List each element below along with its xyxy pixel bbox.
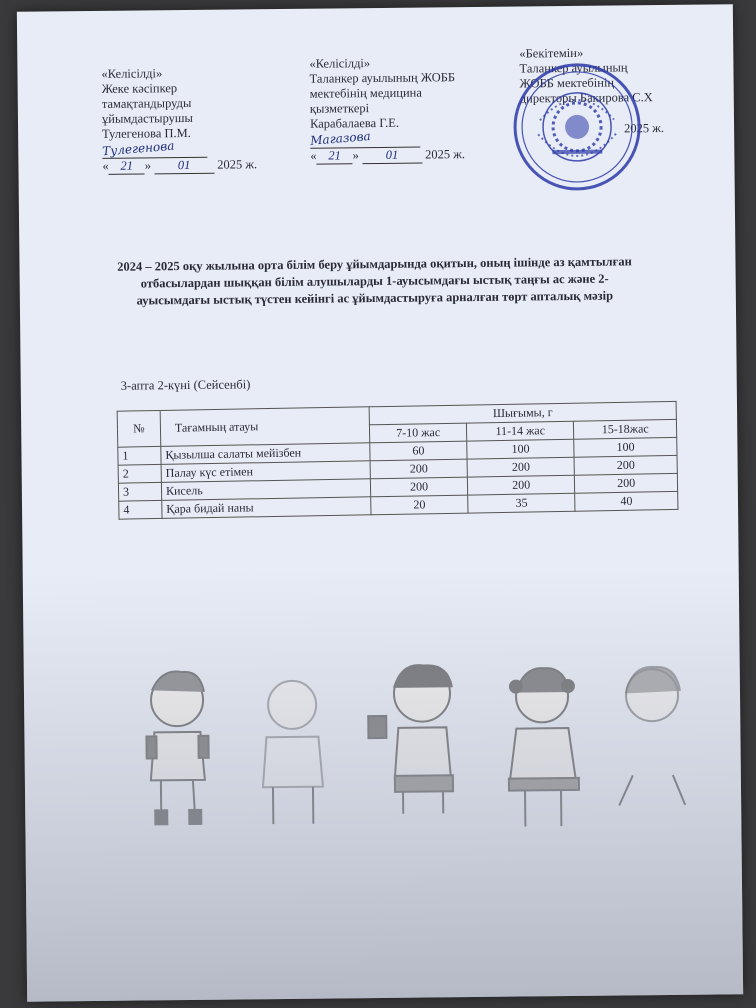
approval-line: мектебінің медицина bbox=[309, 85, 422, 101]
approval-line: Карабалаева Г.Е. bbox=[309, 115, 400, 131]
approval-line: ЖОББ мектебінің bbox=[519, 75, 615, 91]
row-no: 4 bbox=[119, 500, 162, 519]
approval-line: Таланкер ауылының ЖОББ bbox=[309, 70, 456, 86]
approval-line: Таланкер ауылының bbox=[519, 60, 628, 76]
approval-label: «Келісілді» bbox=[309, 56, 371, 71]
row-value: 200 bbox=[574, 455, 677, 475]
row-value: 200 bbox=[467, 475, 575, 495]
date-day: 21 bbox=[317, 148, 353, 164]
handwritten-signature: Магазова bbox=[309, 128, 372, 148]
approval-label: «Бекітемін» bbox=[519, 45, 584, 61]
header-age-11-14: 11-14 жас bbox=[467, 421, 575, 441]
approval-block-1 bbox=[101, 65, 257, 175]
menu-table bbox=[117, 401, 679, 520]
header-no: № bbox=[117, 410, 161, 447]
row-name: Қызылша салаты мейізбен bbox=[161, 443, 370, 465]
header-age-7-10: 7-10 жас bbox=[369, 423, 466, 443]
row-value: 100 bbox=[574, 437, 677, 457]
date-year: 2025 ж. bbox=[425, 147, 466, 162]
approval-line: қызметкері bbox=[309, 101, 370, 116]
row-value: 40 bbox=[575, 491, 678, 511]
approval-line: Тулегенова П.М. bbox=[102, 125, 191, 141]
date-month: 01 bbox=[154, 158, 214, 175]
row-value: 200 bbox=[575, 473, 678, 493]
approval-line: тамақтандыруды bbox=[101, 95, 192, 111]
row-value: 35 bbox=[468, 493, 576, 513]
approval-date: « 21 » 01 2025 ж. bbox=[102, 157, 258, 173]
approval-line: директоры Бакирова С.Х bbox=[519, 90, 653, 106]
signature-line bbox=[309, 128, 420, 149]
shadow-overlay bbox=[23, 564, 743, 1001]
approval-line: ұйымдастырушы bbox=[101, 110, 193, 126]
approval-date: « 21 » 01 2025 ж. bbox=[310, 147, 466, 163]
signature-line bbox=[101, 138, 207, 159]
row-value: 60 bbox=[370, 441, 467, 461]
header-age-15-18: 15-18жас bbox=[574, 419, 677, 439]
row-no: 1 bbox=[118, 446, 161, 465]
day-label: 3-апта 2-күні (Сейсенбі) bbox=[120, 377, 251, 393]
header-name: Тағамның атауы bbox=[160, 407, 370, 447]
handwritten-signature: Тулегенова bbox=[101, 138, 175, 159]
row-value: 20 bbox=[371, 495, 468, 515]
date-month: 01 bbox=[362, 148, 422, 165]
approval-label: «Келісілді» bbox=[101, 66, 163, 81]
row-value: 200 bbox=[370, 477, 467, 497]
row-value: 100 bbox=[467, 439, 575, 459]
row-name: Палау күс етімен bbox=[161, 461, 370, 483]
row-name: Кисель bbox=[161, 479, 370, 501]
row-value: 200 bbox=[467, 457, 575, 477]
date-year: 2025 ж. bbox=[624, 121, 665, 136]
row-name: Қара бидай наны bbox=[162, 497, 371, 519]
date-year: 2025 ж. bbox=[217, 157, 258, 172]
date-day: 21 bbox=[109, 158, 145, 174]
header-output: Шығымы, г bbox=[369, 401, 676, 424]
row-no: 2 bbox=[118, 464, 161, 483]
row-value: 200 bbox=[370, 459, 467, 479]
approval-line: Жеке кәсіпкер bbox=[101, 81, 178, 96]
document-title: 2024 – 2025 оқу жылына орта білім беру ұйымдарында оқитын, оның ішінде аз қамтылған отбасылардан шыққан білім алушыларды 1-ауысымдағы ыстық таңғы ас және 2-ауысымдағы ыстық түстен кейінгі ас ұйымдастыруға арналған төрт апталық мәзір bbox=[117, 254, 632, 308]
official-seal-icon bbox=[509, 59, 645, 195]
document-page bbox=[17, 4, 743, 1001]
approval-block-2 bbox=[309, 55, 465, 165]
row-no: 3 bbox=[118, 482, 161, 501]
